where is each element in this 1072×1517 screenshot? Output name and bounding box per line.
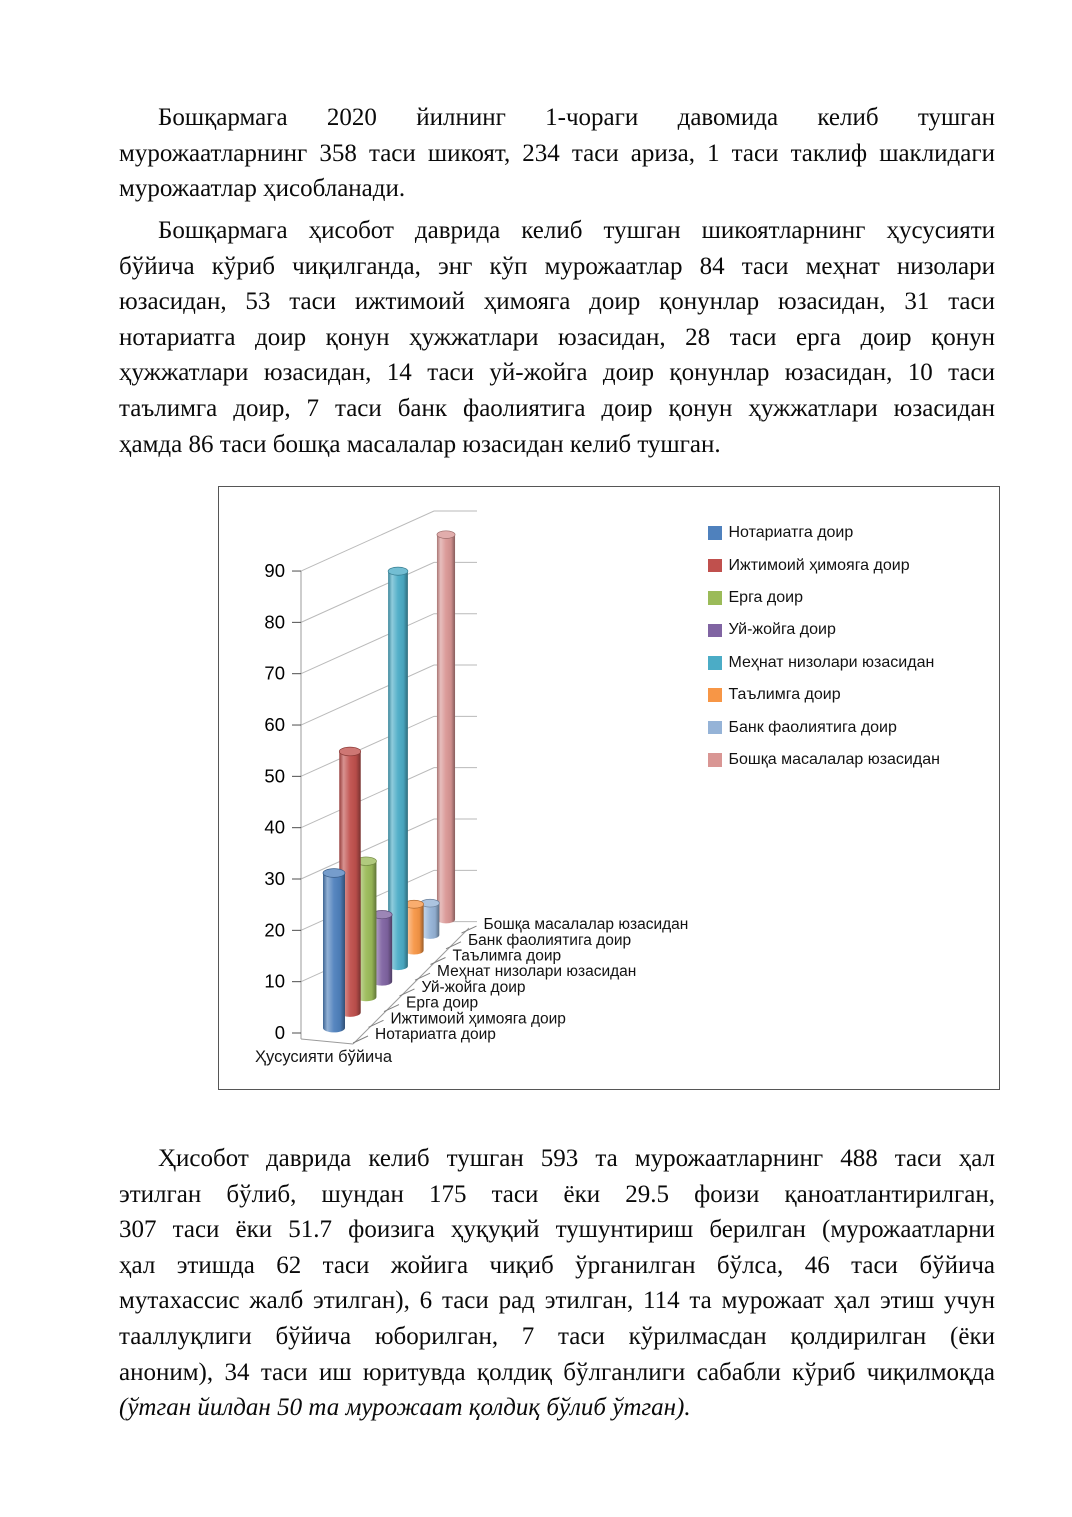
value-tick-label: 10 — [264, 970, 285, 992]
paragraph-line: юзасидан, 53 таси ижтимоий ҳимояга доир қонунлар юзасидан, 31 таси — [119, 288, 995, 316]
paragraph-line: ҳужжатлари юзасидан, 14 таси уй-жойга доир қонунлар юзасидан, 10 таси — [119, 359, 995, 387]
value-tick-label: 90 — [264, 560, 285, 582]
legend-label: Нотариатга доир — [728, 524, 854, 542]
paragraph-line: мурожаатлар ҳисобланади. — [119, 175, 406, 203]
floor-edge — [301, 1039, 353, 1044]
category-label: Бошқа масалалар юзасидан — [483, 916, 689, 934]
cylinder-top — [388, 567, 408, 575]
cylinder-body — [323, 873, 345, 1032]
legend-label: Ижтимоий ҳимояга доир — [728, 556, 910, 574]
paragraph-line: этилган бўлиб, шундан 175 таси ёки 29.5 фоизи қаноатлантирилган, — [119, 1180, 995, 1208]
value-tick-label: 30 — [264, 868, 285, 890]
cylinder-bar — [388, 567, 408, 970]
paragraph-2 — [119, 213, 995, 462]
paragraph-line: Ҳисобот даврида келиб тушган 593 та мурожаатларнинг 488 таси ҳал — [158, 1145, 995, 1172]
paragraph-line: 307 таси ёки 51.7 фоизига ҳуқуқий тушунтириш берилган (мурожаатларни — [119, 1216, 995, 1244]
legend-label: Банк фаолиятига доир — [728, 718, 897, 736]
paragraph-line: ҳамда 86 таси бошқа масалалар юзасидан келиб тушган. — [119, 430, 721, 458]
paragraph-line: мутахассис жалб этилган), 6 таси рад этилган, 114 та мурожаат ҳал этиш учун — [119, 1287, 995, 1315]
paragraph-line: таълимга доир, 7 таси банк фаолиятига доир қонун ҳужжатлари юзасидан — [119, 394, 995, 422]
legend-swatch — [708, 624, 722, 638]
legend-item — [708, 614, 940, 646]
chart-legend — [708, 517, 940, 776]
legend-swatch — [708, 591, 722, 605]
chart-axis-title: Ҳусусияти бўйича — [255, 1048, 393, 1066]
legend-swatch — [708, 656, 722, 670]
legend-swatch — [708, 559, 722, 573]
legend-swatch — [708, 721, 722, 735]
category-label: Ижтимоий ҳимояга доир — [390, 1010, 566, 1028]
value-tick-label: 70 — [264, 662, 285, 684]
chart-frame — [218, 486, 1000, 1090]
paragraph-line: Бошқармага 2020 йилнинг 1-чораги давомида келиб тушган — [158, 104, 995, 131]
legend-label: Уй-жойга доир — [728, 621, 836, 639]
paragraph-line: бўйича кўриб чиқилганда, энг кўп мурожаатлар 84 таси меҳнат низолари — [119, 252, 995, 280]
legend-item — [708, 679, 940, 711]
paragraph-line: нотариатга доир қонун ҳужжатлари юзасидан, 28 таси ерга доир қонун — [119, 323, 995, 351]
value-tick-label: 60 — [264, 714, 285, 736]
value-tick-label: 50 — [264, 765, 285, 787]
paragraph-3 — [119, 1141, 995, 1426]
legend-item — [708, 744, 940, 776]
cylinder-bar — [437, 531, 455, 924]
category-label: Нотариатга доир — [375, 1026, 496, 1043]
cylinder-top — [323, 869, 345, 878]
category-label: Меҳнат низолари юзасидан — [437, 963, 637, 981]
paragraph-line: тааллуқлиги бўйича юборилган, 7 таси кўрилмасдан қолдирилган (ёки — [119, 1322, 995, 1350]
paragraph-line: (ўтган йилдан 50 та мурожаат қолдиқ бўлиб ўтган). — [119, 1394, 691, 1422]
legend-item — [708, 647, 940, 679]
cylinder-body — [388, 571, 408, 970]
legend-item — [708, 549, 940, 581]
legend-swatch — [708, 688, 722, 702]
legend-item — [708, 711, 940, 743]
paragraph-line: мурожаатларнинг 358 таси шикоят, 234 таси ариза, 1 таси таклиф шаклидаги — [119, 139, 995, 167]
paragraph-line: аноним), 34 таси иш юритувда қолдиқ бўлганлиги сабабли кўриб чиқилмоқда — [119, 1358, 995, 1386]
paragraph-line: Бошқармага ҳисобот даврида келиб тушган шикоятларнинг ҳусусияти — [158, 217, 995, 244]
paragraph-1 — [119, 100, 995, 207]
legend-label: Ерга доир — [728, 588, 803, 606]
value-tick-label: 20 — [264, 919, 285, 941]
value-tick-label: 40 — [264, 816, 285, 838]
category-label: Таълимга доир — [452, 947, 562, 965]
legend-label: Таълимга доир — [728, 686, 841, 704]
legend-label: Бошқа масалалар юзасидан — [728, 750, 940, 768]
paragraph-line: ҳал этишда 62 таси жойига чиқиб ўрганилган бўлса, 46 таси бўйича — [119, 1251, 995, 1279]
value-tick-label: 80 — [264, 611, 285, 633]
category-label: Ерга доир — [406, 994, 479, 1012]
cylinder-top — [437, 531, 455, 539]
category-label: Уй-жойга доир — [421, 978, 526, 996]
legend-swatch — [708, 753, 722, 767]
cylinder-top — [339, 747, 360, 756]
category-label: Банк фаолиятига доир — [468, 931, 632, 949]
legend-item — [708, 582, 940, 614]
cylinder-body — [437, 535, 455, 924]
legend-item — [708, 517, 940, 549]
legend-swatch — [708, 526, 722, 540]
cylinder-bar — [323, 869, 345, 1033]
value-tick-label: 0 — [274, 1022, 285, 1043]
legend-label: Меҳнат низолари юзасидан — [728, 653, 935, 671]
